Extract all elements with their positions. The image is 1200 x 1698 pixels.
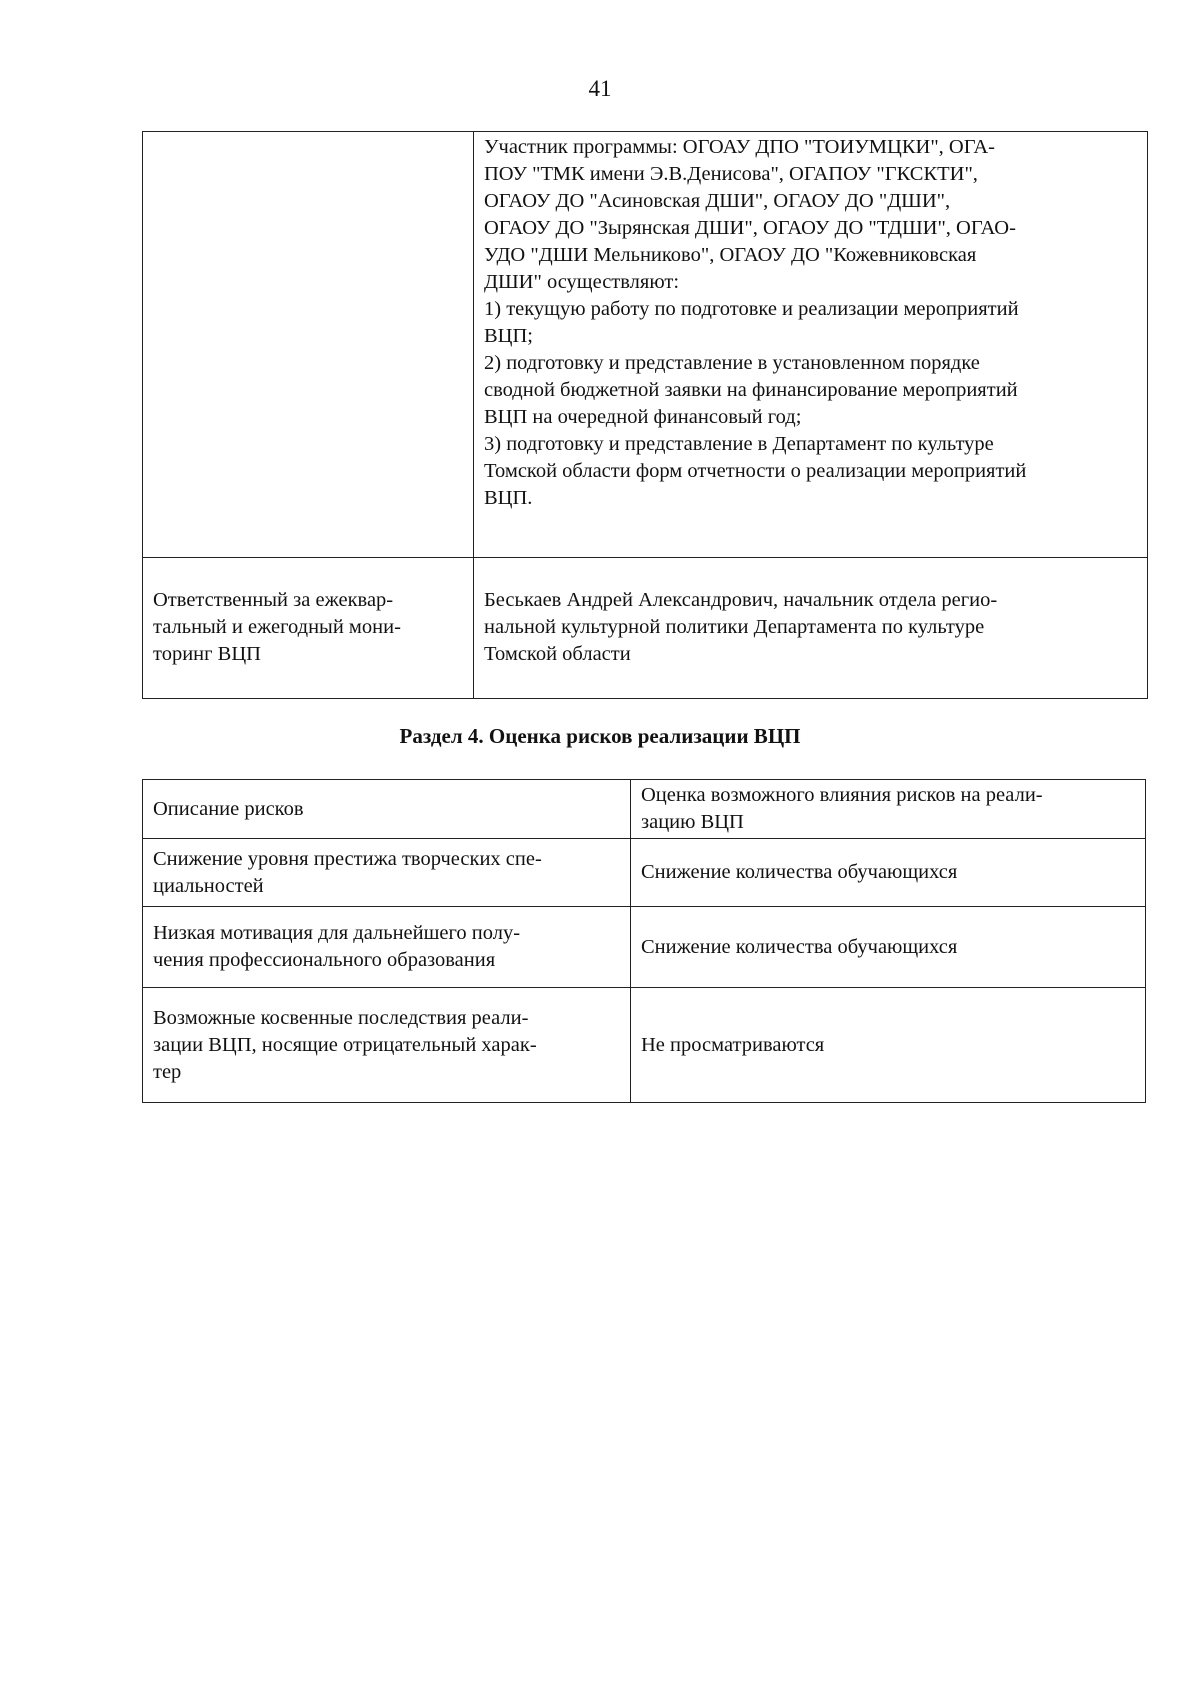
responsible-person-cell [474,558,1148,699]
program-participants-cell [474,132,1148,558]
text-line: 2) подготовку и представление в установленном порядке [484,352,980,374]
text-line: тер [153,1060,182,1083]
page-number: 41 [588,76,612,101]
program-management-table [142,131,1148,699]
table-row [143,839,1146,907]
text-line: нальной культурной политики Департамента по культуре [484,616,985,638]
text-line: зации ВЦП, носящие отрицательный харак- [153,1033,537,1056]
risk-assessment-table [142,779,1146,1103]
text-line: Оценка возможного влияния рисков на реали- [641,784,1043,806]
text-line: Беськаев Андрей Александрович, начальник отдела регио- [484,589,998,611]
text-line: Описание рисков [153,797,304,820]
text-line: 3) подготовку и представление в Департамент по культуре [484,433,994,455]
row1-left-cell [143,132,474,558]
table-row [143,132,1148,558]
text-line: циальностей [153,874,264,897]
text-line: Снижение количества обучающихся [641,935,958,958]
text-line: УДО "ДШИ Мельниково", ОГАОУ ДО "Кожевниковская [484,244,977,266]
section-heading: Раздел 4. Оценка рисков реализации ВЦП [399,724,801,748]
text-line: ПОУ "ТМК имени Э.В.Денисова", ОГАПОУ "ГКСКТИ", [484,163,978,185]
text-line: зацию ВЦП [641,811,744,833]
text-line: ОГАОУ ДО "Асиновская ДШИ", ОГАОУ ДО "ДШИ", [484,190,951,212]
risk-description-cell [143,839,631,907]
responsible-label-cell [143,558,474,699]
text-line: торинг ВЦП [153,643,261,665]
risk-impact-cell [631,988,1146,1103]
text-line: Не просматриваются [641,1033,825,1056]
text-line: Возможные косвенные последствия реали- [153,1006,529,1029]
text-line: ВЦП. [484,487,533,509]
text-line: тальный и ежегодный мони- [153,616,401,638]
text-line: ВЦП на очередной финансовый год; [484,406,802,428]
text-line: Томской области форм отчетности о реализации мероприятий [484,460,1027,482]
risk-impact-cell [631,907,1146,988]
header-risk-description [143,780,631,839]
table-row [143,988,1146,1103]
text-line: Снижение уровня престижа творческих спе- [153,847,542,870]
header-risk-impact [631,780,1146,839]
text-line: Снижение количества обучающихся [641,861,958,883]
text-line: чения профессионального образования [153,949,496,971]
text-line: сводной бюджетной заявки на финансирование мероприятий [484,379,1018,401]
risk-impact-cell [631,839,1146,907]
text-line: ВЦП; [484,325,533,347]
text-line: Ответственный за ежеквар- [153,589,394,611]
text-line: ДШИ" осуществляют: [484,271,680,293]
text-line: Томской области [484,643,631,665]
table-header-row [143,780,1146,839]
risk-description-cell [143,988,631,1103]
risk-description-cell [143,907,631,988]
table-row [143,907,1146,988]
text-line: Участник программы: ОГОАУ ДПО "ТОИУМЦКИ", ОГА- [484,136,995,158]
text-line: 1) текущую работу по подготовке и реализации мероприятий [484,298,1019,320]
table-row [143,558,1148,699]
text-line: Низкая мотивация для дальнейшего полу- [153,922,521,944]
text-line: ОГАОУ ДО "Зырянская ДШИ", ОГАОУ ДО "ТДШИ", ОГАО- [484,217,1016,239]
